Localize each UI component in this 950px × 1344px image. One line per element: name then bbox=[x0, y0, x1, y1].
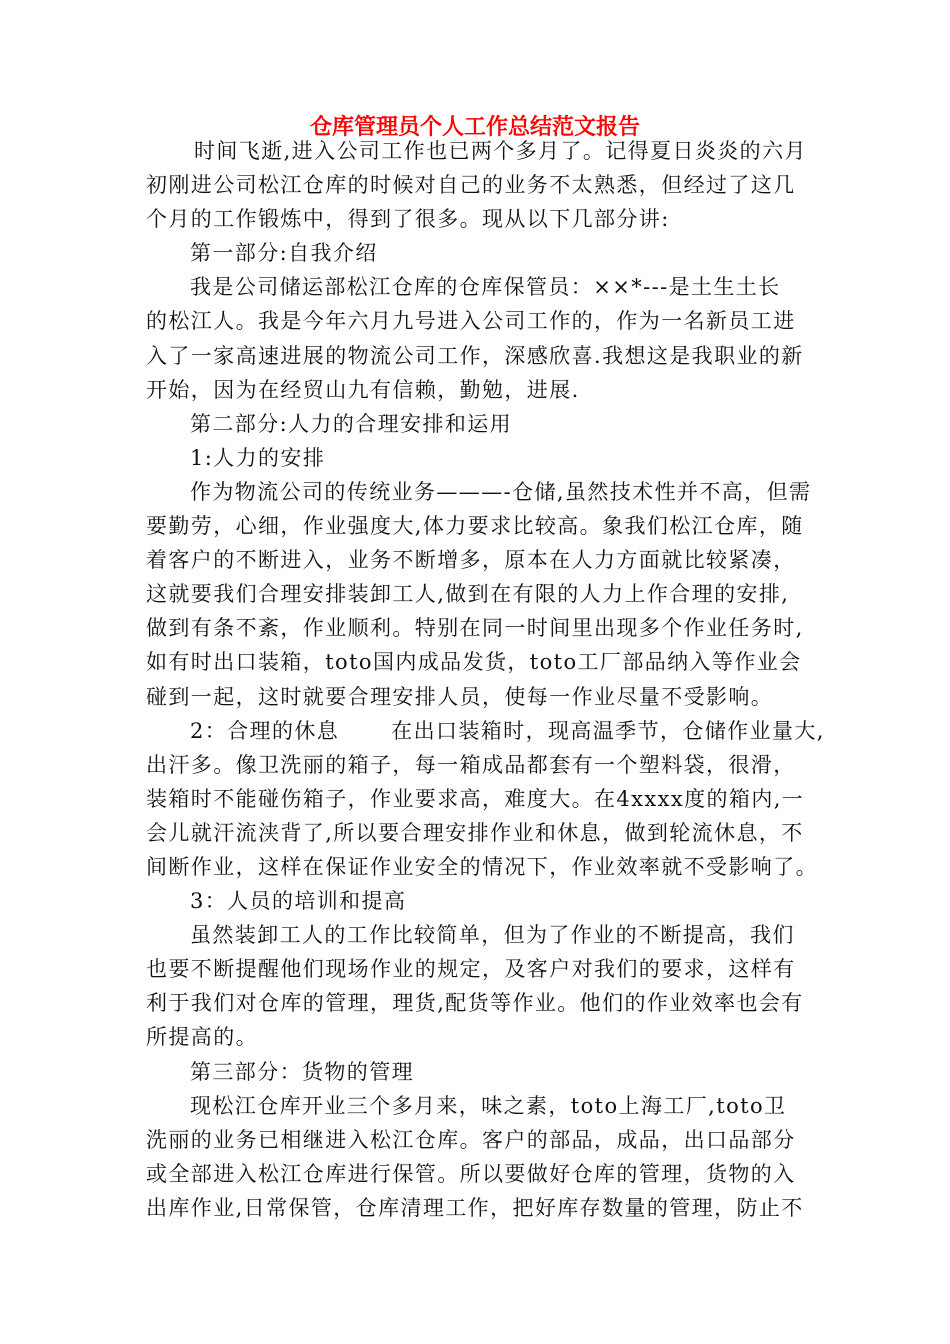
paragraph-line: 所提高的。 bbox=[146, 1025, 258, 1050]
paragraph-line: 现松江仓库开业三个多月来，味之素，toto上海工厂,toto卫 bbox=[190, 1093, 787, 1118]
paragraph-line: 入了一家高速进展的物流公司工作，深感欣喜.我想这是我职业的新 bbox=[146, 343, 804, 368]
paragraph-line: 的松江人。我是今年六月九号进入公司工作的，作为一名新员工进 bbox=[146, 309, 796, 334]
paragraph-line: 也要不断提醒他们现场作业的规定，及客户对我们的要求，这样有 bbox=[146, 957, 796, 982]
section-heading: 第二部分:人力的合理安排和运用 bbox=[190, 411, 513, 436]
paragraph-line: 开始，因为在经贸山九有信赖，勤勉，进展. bbox=[146, 377, 580, 402]
subsection-heading: 3：人员的培训和提高 bbox=[190, 889, 407, 914]
paragraph-line bbox=[146, 714, 825, 748]
paragraph-line: 装箱时不能碰伤箱子，作业要求高，难度大。在4xxxx度的箱内,一 bbox=[146, 786, 805, 811]
paragraph-line: 出汗多。像卫洗丽的箱子，每一箱成品都套有一个塑料袋，很滑， bbox=[146, 752, 796, 777]
paragraph-text: 在出口装箱时，现高温季节，仓储作业量大, bbox=[391, 718, 825, 743]
subsection-heading: 1:人力的安排 bbox=[190, 445, 326, 470]
paragraph-line: 做到有条不紊，作业顺利。特别在同一时间里出现多个作业任务时, bbox=[146, 616, 804, 641]
section-heading: 第三部分：货物的管理 bbox=[190, 1059, 414, 1084]
paragraph-line: 要勤劳，心细，作业强度大,体力要求比较高。象我们松江仓库，随 bbox=[146, 514, 804, 539]
paragraph-line: 出库作业,日常保管，仓库清理工作，把好库存数量的管理，防止不 bbox=[146, 1195, 804, 1220]
paragraph-line: 间断作业，这样在保证作业安全的情况下，作业效率就不受影响了。 bbox=[146, 854, 818, 879]
paragraph-line: 这就要我们合理安排装卸工人,做到在有限的人力上作合理的安排, bbox=[146, 582, 790, 607]
document-body bbox=[146, 134, 825, 1225]
paragraph-line: 我是公司储运部松江仓库的仓库保管员：××*---是土生土长 bbox=[190, 275, 781, 300]
paragraph-line: 如有时出口装箱，toto国内成品发货，toto工厂部品纳入等作业会 bbox=[146, 650, 802, 675]
section-heading: 第一部分:自我介绍 bbox=[190, 241, 378, 266]
paragraph-line: 作为物流公司的传统业务———-仓储,虽然技术性并不高，但需 bbox=[190, 479, 812, 504]
paragraph-line: 会儿就汗流浃背了,所以要合理安排作业和休息，做到轮流休息，不 bbox=[146, 820, 804, 845]
paragraph-line: 个月的工作锻炼中，得到了很多。现从以下几部分讲: bbox=[146, 207, 670, 232]
paragraph-line: 碰到一起，这时就要合理安排人员，使每一作业尽量不受影响。 bbox=[146, 684, 774, 709]
document-title: 仓库管理员个人工作总结范文报告 bbox=[309, 114, 640, 140]
paragraph-line: 虽然装卸工人的工作比较简单，但为了作业的不断提高，我们 bbox=[190, 923, 795, 948]
paragraph-line: 着客户的不断进入，业务不断增多，原本在人力方面就比较紧凑， bbox=[146, 548, 796, 573]
paragraph-line: 初刚进公司松江仓库的时候对自己的业务不太熟悉，但经过了这几 bbox=[146, 173, 796, 198]
subsection-heading: 2：合理的休息 bbox=[190, 718, 340, 743]
paragraph-line: 洗丽的业务已相继进入松江仓库。客户的部品，成品，出口品部分 bbox=[146, 1127, 796, 1152]
paragraph-line: 时间飞逝,进入公司工作也已两个多月了。记得夏日炎炎的六月 bbox=[194, 139, 807, 163]
paragraph-line: 或全部进入松江仓库进行保管。所以要做好仓库的管理，货物的入 bbox=[146, 1161, 796, 1186]
paragraph-line: 利于我们对仓库的管理，理货,配货等作业。他们的作业效率也会有 bbox=[146, 991, 804, 1016]
